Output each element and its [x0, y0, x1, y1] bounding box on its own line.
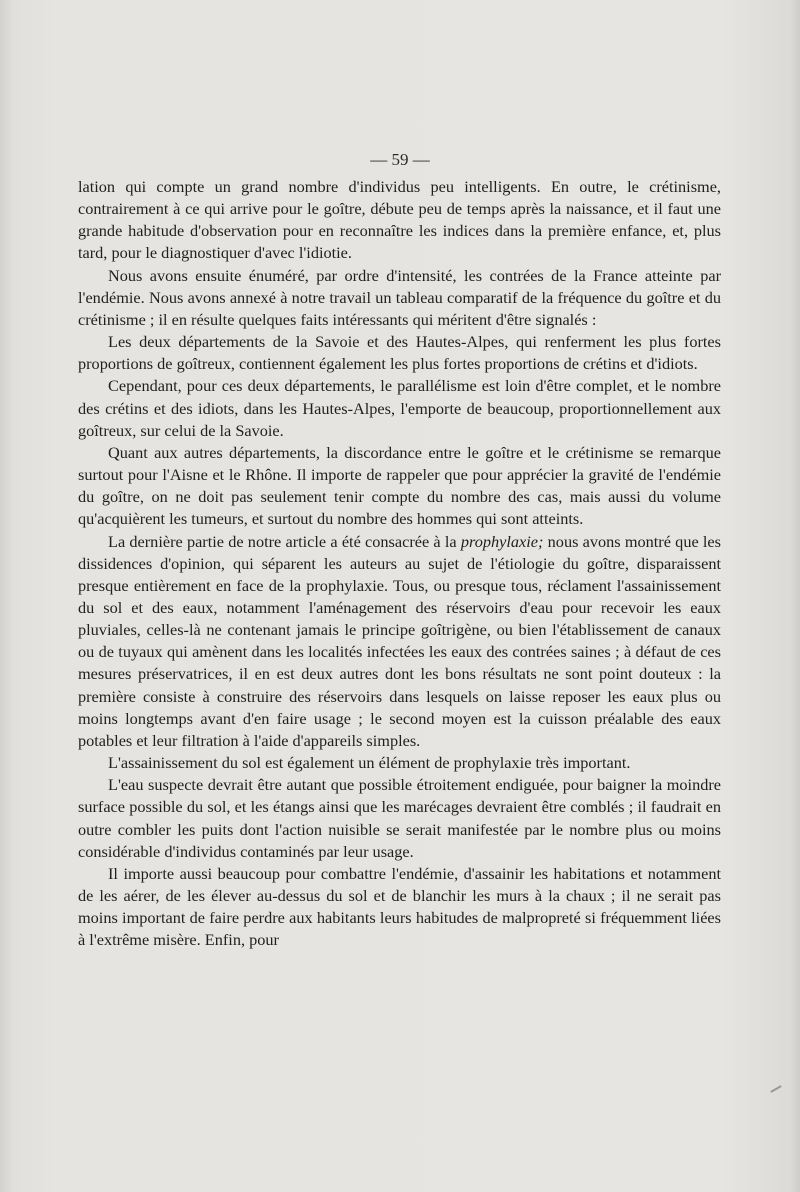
scan-mark: [770, 1085, 781, 1093]
paragraph-2: Nous avons ensuite énuméré, par ordre d'intensité, les contrées de la France atteinte par l'endémie. Nous avons annexé à notre travail un tableau comparatif de la fréquence du goître et du crétinisme ; il en résulte quelques faits intéressants qui méritent d'être signalés :: [78, 265, 721, 329]
prophylaxie-emphasis: prophylaxie;: [460, 531, 544, 551]
paragraph-7: L'assainissement du sol est également un élément de prophylaxie très important.: [108, 753, 631, 773]
paragraph-6-rest: nous avons montré que les dissidences d'opinion, qui séparent les auteurs au sujet de l'étiologie du goître, disparaissent presque entièrement en face de la prophylaxie. Tous, ou presque tous, réclament l'assainissement du sol et des eaux, notamment l'aménagement des réservoirs d'eau pour recevoir les eaux pluviales, celles-là ne contenant jamais le principe goîtrigène, ou bien l'établissement de canaux ou de tuyaux qui amènent dans les localités infectées les eaux des contrées saines ; à défaut de ces mesures préservatrices, il en est deux autres dont les bons résultats ne sont point douteux : la première consiste à construire des réservoirs dans lesquels on laisse reposer les eaux plus ou moins longtemps avant d'en faire usage ; le second moyen est la cuisson préalable des eaux potables et leur filtration à l'aide d'appareils simples.: [78, 531, 721, 750]
paragraph-3: Les deux départements de la Savoie et des Hautes-Alpes, qui renferment les plus fortes proportions de goîtreux, contiennent également les plus fortes proportions de crétins et d'idiots.: [78, 332, 721, 374]
body-text: [78, 176, 721, 951]
paragraph-6: [78, 531, 721, 753]
paragraph-6-start: La dernière partie de notre article a été consacrée à la: [108, 531, 461, 551]
paragraph-1: lation qui compte un grand nombre d'individus peu intelligents. En outre, le crétinisme, contrairement à ce qui arrive pour le goître, débute peu de temps après la naissance, et il faut une grande habitude d'observation pour en reconnaître les indices dans la première enfance, et, plus tard, pour le diagnostiquer d'avec l'idiotie.: [78, 177, 721, 263]
paragraph-5: Quant aux autres départements, la discordance entre le goître et le crétinisme se remarque surtout pour l'Aisne et le Rhône. Il importe de rappeler que pour apprécier la gravité de l'endémie du goître, on ne doit pas seulement tenir compte du nombre des cas, mais aussi du volume qu'acquièrent les tumeurs, et surtout du nombre des hommes qui sont atteints.: [78, 442, 721, 529]
page-number: — 59 —: [370, 150, 430, 169]
paragraph-8: L'eau suspecte devrait être autant que possible étroitement endiguée, pour baigner la moindre surface possible du sol, et les étangs ainsi que les marécages devraient être comblés ; il faudrait en outre combler les puits dont l'action nuisible se serait manifestée par le nombre plus ou moins considérable d'individus contaminés par leur usage.: [78, 775, 721, 861]
paragraph-4: Cependant, pour ces deux départements, le parallélisme est loin d'être complet, et le nombre des crétins et des idiots, dans les Hautes-Alpes, l'emporte de beaucoup, proportionnellement aux goîtreux, sur celui de la Savoie.: [78, 376, 721, 440]
paragraph-9: Il importe aussi beaucoup pour combattre l'endémie, d'assainir les habitations et notamment de les aérer, de les élever au-dessus du sol et de blanchir les murs à la chaux ; il ne serait pas moins important de faire perdre aux habitants leurs habitudes de malpropreté si fréquemment liées à l'extrême misère. Enfin, pour: [78, 863, 721, 950]
